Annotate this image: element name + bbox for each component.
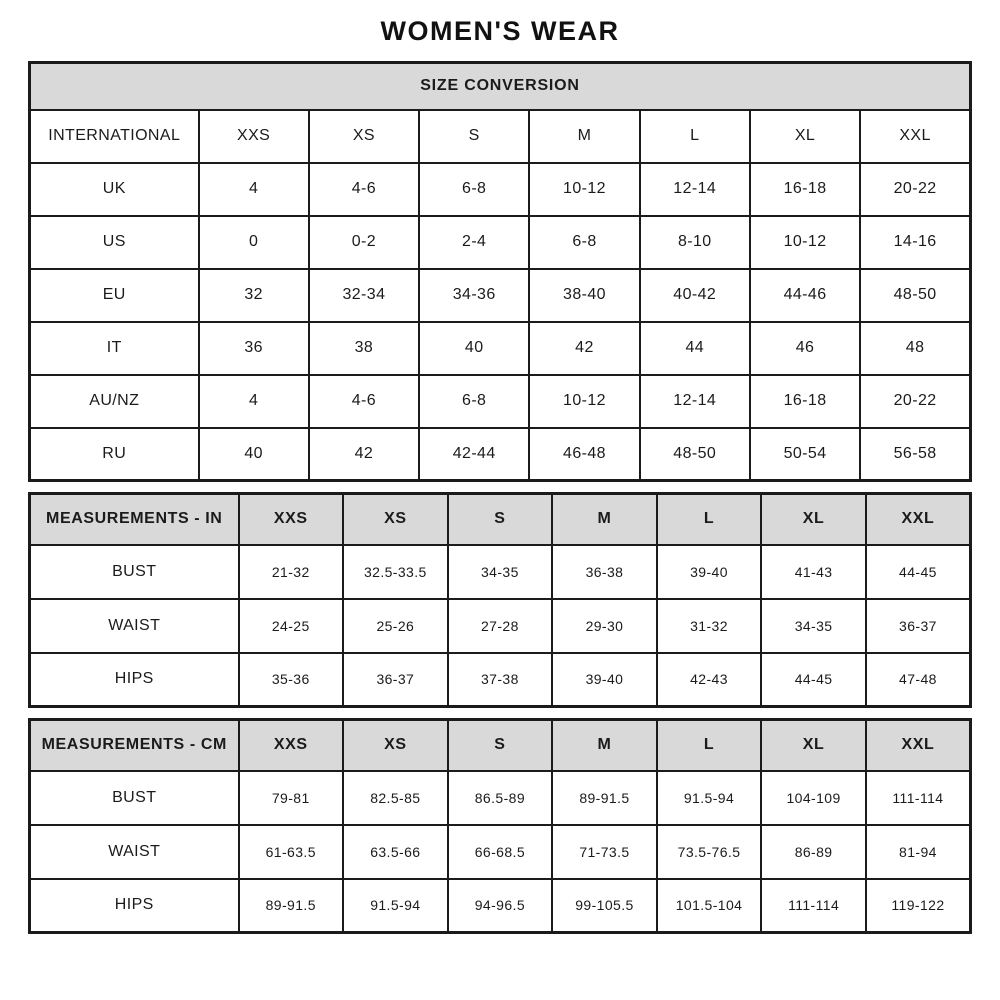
value-cell: 10-12 — [750, 216, 860, 269]
value-cell: 40 — [199, 428, 309, 481]
row-label: WAIST — [30, 825, 239, 879]
value-cell: 24-25 — [239, 599, 344, 653]
value-cell: 36 — [199, 322, 309, 375]
size-column-header: L — [657, 494, 762, 545]
size-column-header: XXL — [860, 110, 970, 163]
value-cell: 10-12 — [529, 375, 639, 428]
value-cell: 104-109 — [761, 771, 866, 825]
column-header-row — [30, 110, 971, 163]
value-cell: 6-8 — [529, 216, 639, 269]
value-cell: 111-114 — [761, 879, 866, 933]
value-cell: 89-91.5 — [239, 879, 344, 933]
value-cell: 0-2 — [309, 216, 419, 269]
value-cell: 16-18 — [750, 163, 860, 216]
international-header-cell: INTERNATIONAL — [30, 110, 199, 163]
size-column-header: XXL — [866, 720, 971, 771]
value-cell: 44-46 — [750, 269, 860, 322]
measurements-cm-table — [28, 718, 972, 934]
row-label: AU/NZ — [30, 375, 199, 428]
size-column-header: XXS — [239, 720, 344, 771]
value-cell: 101.5-104 — [657, 879, 762, 933]
value-cell: 32.5-33.5 — [343, 545, 448, 599]
value-cell: 36-38 — [552, 545, 657, 599]
table-row — [30, 216, 971, 269]
table-row — [30, 599, 971, 653]
row-label: BUST — [30, 771, 239, 825]
value-cell: 42 — [309, 428, 419, 481]
size-column-header: XL — [761, 720, 866, 771]
row-label: RU — [30, 428, 199, 481]
value-cell: 86.5-89 — [448, 771, 553, 825]
row-label: HIPS — [30, 879, 239, 933]
value-cell: 56-58 — [860, 428, 970, 481]
row-label: HIPS — [30, 653, 239, 707]
value-cell: 91.5-94 — [657, 771, 762, 825]
value-cell: 6-8 — [419, 375, 529, 428]
column-header-row — [30, 494, 971, 545]
value-cell: 111-114 — [866, 771, 971, 825]
value-cell: 0 — [199, 216, 309, 269]
size-conversion-table — [28, 61, 972, 482]
value-cell: 34-36 — [419, 269, 529, 322]
value-cell: 79-81 — [239, 771, 344, 825]
value-cell: 81-94 — [866, 825, 971, 879]
column-header-row — [30, 720, 971, 771]
value-cell: 94-96.5 — [448, 879, 553, 933]
value-cell: 12-14 — [640, 375, 750, 428]
value-cell: 44 — [640, 322, 750, 375]
value-cell: 71-73.5 — [552, 825, 657, 879]
value-cell: 48-50 — [860, 269, 970, 322]
table-row — [30, 428, 971, 481]
value-cell: 42 — [529, 322, 639, 375]
value-cell: 25-26 — [343, 599, 448, 653]
value-cell: 8-10 — [640, 216, 750, 269]
size-column-header: XL — [761, 494, 866, 545]
size-column-header: S — [448, 720, 553, 771]
value-cell: 14-16 — [860, 216, 970, 269]
value-cell: 31-32 — [657, 599, 762, 653]
value-cell: 40-42 — [640, 269, 750, 322]
value-cell: 36-37 — [343, 653, 448, 707]
value-cell: 21-32 — [239, 545, 344, 599]
value-cell: 48 — [860, 322, 970, 375]
page-title: WOMEN'S WEAR — [380, 16, 620, 46]
value-cell: 27-28 — [448, 599, 553, 653]
value-cell: 63.5-66 — [343, 825, 448, 879]
value-cell: 36-37 — [866, 599, 971, 653]
size-column-header: S — [419, 110, 529, 163]
value-cell: 35-36 — [239, 653, 344, 707]
value-cell: 4-6 — [309, 375, 419, 428]
size-column-header: S — [448, 494, 553, 545]
value-cell: 38-40 — [529, 269, 639, 322]
value-cell: 42-44 — [419, 428, 529, 481]
value-cell: 91.5-94 — [343, 879, 448, 933]
value-cell: 32 — [199, 269, 309, 322]
value-cell: 99-105.5 — [552, 879, 657, 933]
value-cell: 61-63.5 — [239, 825, 344, 879]
row-label: WAIST — [30, 599, 239, 653]
value-cell: 2-4 — [419, 216, 529, 269]
value-cell: 44-45 — [761, 653, 866, 707]
value-cell: 39-40 — [657, 545, 762, 599]
value-cell: 34-35 — [761, 599, 866, 653]
table-row — [30, 163, 971, 216]
value-cell: 89-91.5 — [552, 771, 657, 825]
size-column-header: XXS — [239, 494, 344, 545]
value-cell: 82.5-85 — [343, 771, 448, 825]
value-cell: 12-14 — [640, 163, 750, 216]
value-cell: 4 — [199, 163, 309, 216]
size-column-header: M — [552, 494, 657, 545]
value-cell: 50-54 — [750, 428, 860, 481]
size-column-header: XS — [343, 494, 448, 545]
table-row — [30, 375, 971, 428]
table-row — [30, 322, 971, 375]
row-label: UK — [30, 163, 199, 216]
value-cell: 34-35 — [448, 545, 553, 599]
size-column-header: L — [640, 110, 750, 163]
value-cell: 39-40 — [552, 653, 657, 707]
size-column-header: L — [657, 720, 762, 771]
size-column-header: XS — [309, 110, 419, 163]
value-cell: 66-68.5 — [448, 825, 553, 879]
size-column-header: XS — [343, 720, 448, 771]
value-cell: 40 — [419, 322, 529, 375]
size-column-header: M — [529, 110, 639, 163]
value-cell: 41-43 — [761, 545, 866, 599]
value-cell: 29-30 — [552, 599, 657, 653]
measurements-cm-heading: MEASUREMENTS - CM — [30, 720, 239, 771]
value-cell: 37-38 — [448, 653, 553, 707]
value-cell: 47-48 — [866, 653, 971, 707]
value-cell: 73.5-76.5 — [657, 825, 762, 879]
size-conversion-heading: SIZE CONVERSION — [30, 63, 971, 110]
value-cell: 16-18 — [750, 375, 860, 428]
value-cell: 10-12 — [529, 163, 639, 216]
value-cell: 4-6 — [309, 163, 419, 216]
table-row — [30, 879, 971, 933]
value-cell: 48-50 — [640, 428, 750, 481]
value-cell: 38 — [309, 322, 419, 375]
size-column-header: XXL — [866, 494, 971, 545]
size-column-header: M — [552, 720, 657, 771]
value-cell: 44-45 — [866, 545, 971, 599]
value-cell: 32-34 — [309, 269, 419, 322]
table-row — [30, 771, 971, 825]
table-row — [30, 545, 971, 599]
measurements-in-table — [28, 492, 972, 708]
row-label: US — [30, 216, 199, 269]
value-cell: 42-43 — [657, 653, 762, 707]
value-cell: 4 — [199, 375, 309, 428]
value-cell: 6-8 — [419, 163, 529, 216]
value-cell: 46-48 — [529, 428, 639, 481]
measurements-in-heading: MEASUREMENTS - IN — [30, 494, 239, 545]
table-row — [30, 825, 971, 879]
table-row — [30, 269, 971, 322]
row-label: IT — [30, 322, 199, 375]
table-row — [30, 653, 971, 707]
row-label: BUST — [30, 545, 239, 599]
value-cell: 20-22 — [860, 375, 970, 428]
size-column-header: XXS — [199, 110, 309, 163]
row-label: EU — [30, 269, 199, 322]
value-cell: 46 — [750, 322, 860, 375]
value-cell: 20-22 — [860, 163, 970, 216]
size-column-header: XL — [750, 110, 860, 163]
value-cell: 86-89 — [761, 825, 866, 879]
table-title-row — [30, 63, 971, 110]
value-cell: 119-122 — [866, 879, 971, 933]
